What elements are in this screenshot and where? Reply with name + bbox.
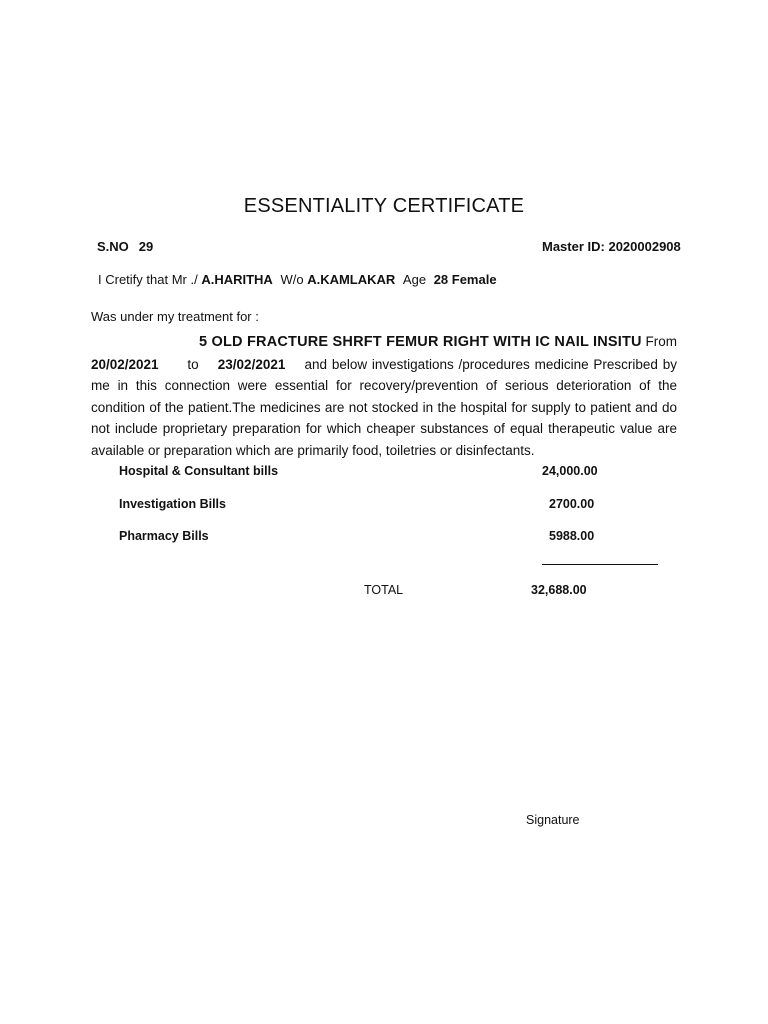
from-label: From bbox=[645, 334, 677, 349]
master-id: Master ID: 2020002908 bbox=[542, 239, 681, 254]
serial-number-value: 29 bbox=[138, 239, 154, 254]
bill-amount-pharmacy: 5988.00 bbox=[549, 529, 595, 543]
page-title: ESSENTIALITY CERTIFICATE bbox=[243, 195, 525, 217]
bill-amount-hospital: 24,000.00 bbox=[542, 464, 598, 478]
certificate-body bbox=[91, 331, 677, 461]
relation: W/o bbox=[280, 272, 304, 287]
age-value: 28 Female bbox=[433, 272, 497, 287]
serial-number bbox=[97, 239, 153, 254]
certify-prefix: I Cretify that Mr ./ bbox=[98, 272, 198, 287]
to-date: 23/02/2021 bbox=[217, 356, 286, 372]
bill-label-investigation: Investigation Bills bbox=[119, 497, 226, 511]
patient-name: A.HARITHA bbox=[201, 272, 273, 287]
signature-label: Signature bbox=[526, 813, 580, 827]
total-label: TOTAL bbox=[364, 583, 404, 597]
diagnosis: 5 OLD FRACTURE SHRFT FEMUR RIGHT WITH IC NAIL INSITU bbox=[199, 334, 642, 350]
body-text: and below investigations /procedures medicine Prescribed by me in this connection were essential for recovery/prevention of serious deterioration of the condition of the patient.The medicines are not stocked in the hospital for supply to patient and do not include proprietary preparation for which cheaper substances of equal therapeutic value are available or preparation which are primarily food, toiletries or disinfectants. bbox=[91, 356, 677, 458]
total-amount: 32,688.00 bbox=[531, 583, 587, 597]
age-label: Age bbox=[402, 272, 427, 287]
certify-line bbox=[98, 272, 497, 287]
diagnosis-line bbox=[91, 331, 677, 354]
treatment-label: Was under my treatment for : bbox=[91, 309, 259, 324]
to-label: to bbox=[187, 356, 199, 372]
serial-number-label: S.NO bbox=[97, 239, 129, 254]
guardian-name: A.KAMLAKAR bbox=[307, 272, 396, 287]
sum-divider bbox=[542, 564, 658, 565]
bill-label-hospital: Hospital & Consultant bills bbox=[119, 464, 279, 478]
bill-label-pharmacy: Pharmacy Bills bbox=[119, 529, 209, 543]
from-date: 20/02/2021 bbox=[91, 356, 159, 372]
bill-amount-investigation: 2700.00 bbox=[549, 497, 595, 511]
